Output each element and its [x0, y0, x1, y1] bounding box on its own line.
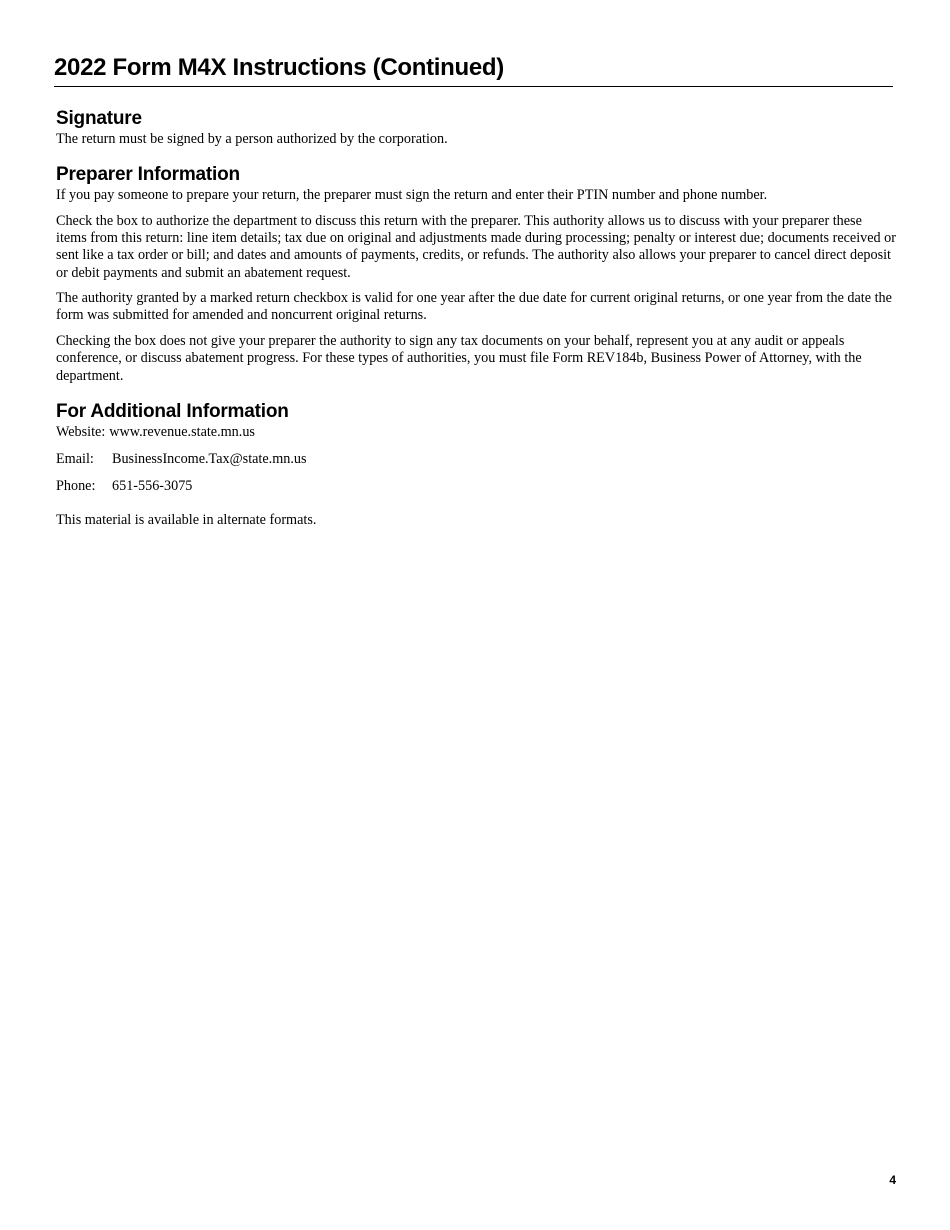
additional-info-section: [56, 400, 896, 530]
preparer-paragraph-1: If you pay someone to prepare your return, the preparer must sign the return and enter their PTIN number and phone number.: [56, 187, 768, 204]
preparer-paragraph-4: Checking the box does not give your preparer the authority to sign any tax documents on your behalf, represent you at any audit or appeals conference, or discuss abatement progress. For these types of authorities, you must file Form REV184b, Business Power of Attorney, with the department.: [56, 333, 862, 384]
email-line: [56, 451, 896, 468]
signature-paragraph: The return must be signed by a person authorized by the corporation.: [56, 131, 448, 147]
signature-heading: Signature: [56, 108, 142, 129]
page-title: 2022 Form M4X Instructions (Continued): [54, 52, 893, 87]
phone-line: [56, 478, 896, 495]
website-line: [56, 424, 896, 441]
preparer-paragraph-2: Check the box to authorize the department to discuss this return with the preparer. This authority allows us to discuss with your preparer these items from this return: line item details; tax due on original and adjustments made during processing; penalty or interest due; documents received or sent like a tax order or bill; and dates and amounts of payments, credits, or refunds. The authority also allows your preparer to cancel direct deposit or debit payments and submit an abatement request.: [56, 212, 896, 281]
preparer-section: [56, 163, 896, 385]
preparer-paragraph-3: The authority granted by a marked return checkbox is valid for one year after the due date for current original returns, or one year from the date the form was submitted for amended and noncurrent original returns.: [56, 290, 892, 324]
preparer-heading: Preparer Information: [56, 164, 240, 186]
additional-info-heading: For Additional Information: [56, 400, 289, 422]
phone-number: 651-556-3075: [112, 478, 193, 495]
alternate-formats-note: This material is available in alternate formats.: [56, 512, 317, 529]
email-link[interactable]: BusinessIncome.Tax@state.mn.us: [112, 450, 307, 467]
website-label: Website:: [56, 423, 106, 440]
phone-label: Phone:: [56, 478, 96, 495]
email-label: Email:: [56, 450, 94, 467]
website-link[interactable]: www.revenue.state.mn.us: [109, 423, 255, 440]
signature-section: [56, 107, 896, 148]
page-number: 4: [889, 1173, 896, 1187]
document-body: [56, 107, 896, 545]
